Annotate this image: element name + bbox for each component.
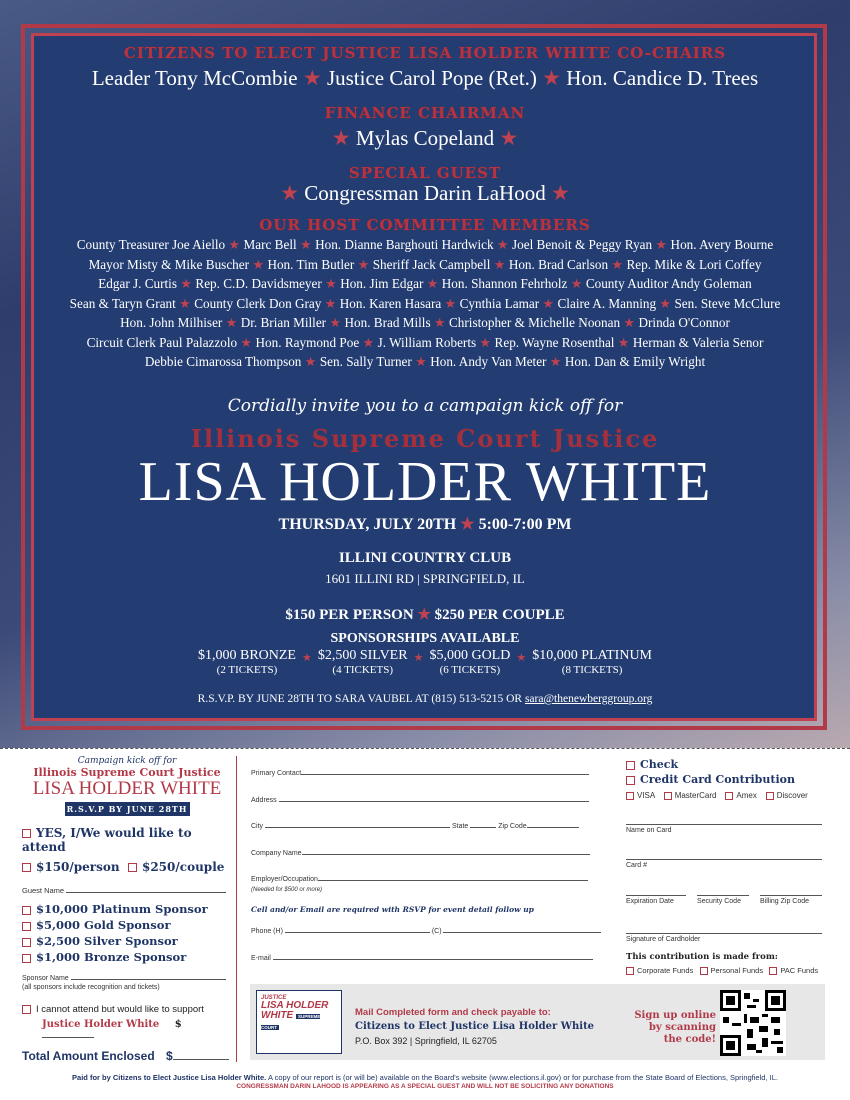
host-committee-list	[0, 235, 850, 372]
sponsor-name-field[interactable]: Sponsor Name	[22, 975, 232, 982]
sponsor-checkbox[interactable]	[22, 906, 31, 915]
host-row	[0, 255, 850, 275]
host-member: Hon. Andy Van Meter	[430, 354, 547, 369]
star-icon: ★	[490, 256, 509, 272]
host-member: County Treasurer Joe Aiello	[76, 237, 226, 252]
check-checkbox[interactable]	[626, 761, 635, 770]
host-member: Debbie Cimarossa Thompson	[144, 354, 302, 369]
check-option: Check	[626, 757, 795, 772]
star-icon: ★	[222, 315, 241, 330]
levels-row	[0, 648, 850, 676]
host-member: Sen. Sally Turner	[319, 354, 412, 369]
card-script: Campaign kick off for	[77, 756, 177, 766]
price-options: $150/person $250/couple	[22, 860, 232, 874]
visa-checkbox[interactable]	[626, 792, 634, 800]
person-checkbox[interactable]	[22, 863, 31, 872]
sponsor-option: $10,000 Platinum Sponsor	[22, 901, 232, 917]
star-icon: ★	[608, 256, 627, 272]
host-row	[0, 235, 850, 255]
star-icon: ★	[652, 237, 671, 252]
guest-name-field[interactable]: Guest Name	[22, 886, 232, 895]
host-member: Hon. Avery Bourne	[670, 237, 774, 252]
invite-script: Cordially invite you to a campaign kick off for	[227, 396, 623, 416]
support-amount[interactable]: Justice Holder White $	[42, 1019, 232, 1041]
personal-checkbox[interactable]	[700, 967, 708, 975]
star-icon: ★	[539, 295, 558, 311]
cannot-attend-option: I cannot attend but would like to support	[22, 1004, 232, 1015]
host-member: County Auditor Andy Goleman	[585, 276, 752, 291]
cochairs-names: Leader Tony McCombie ★ Justice Carol Pope (Ret.) ★ Hon. Candice D. Trees	[91, 66, 759, 90]
star-icon: ★	[656, 295, 675, 311]
cell-email-note: Cell and/or Email are required with RSVP for event detail follow up	[251, 905, 534, 914]
star-icon: ★	[354, 256, 373, 272]
payment-options	[626, 757, 795, 787]
qr-code-icon	[720, 990, 786, 1056]
sponsor-checkbox[interactable]	[22, 954, 31, 963]
host-member: Hon. Tim Butler	[267, 256, 355, 272]
star-icon: ★	[493, 237, 512, 252]
host-member: Sean & Taryn Grant	[69, 295, 176, 311]
host-row	[0, 313, 850, 333]
host-member: Hon. Dianne Barghouti Hardwick	[315, 237, 494, 252]
level: $2,500 SILVER (4 TICKETS)	[317, 648, 408, 676]
sponsor-option: $1,000 Bronze Sponsor	[22, 949, 232, 965]
card-name: LISA HOLDER WHITE	[32, 778, 222, 799]
host-member: Sheriff Jack Campbell	[372, 256, 491, 272]
star-icon: ★	[326, 315, 345, 330]
star-icon: ★	[296, 237, 316, 252]
expiration-field[interactable]: Expiration Date	[626, 888, 686, 905]
host-member: Hon. Dan & Emily Wright	[564, 354, 706, 369]
host-member: Rep. C.D. Davidsmeyer	[195, 276, 322, 291]
star-icon: ★	[175, 295, 195, 311]
cut-line	[0, 748, 850, 749]
star-icon: ★	[430, 315, 450, 330]
star-icon: ★	[411, 354, 431, 369]
host-member: Rep. Mike & Lori Coffey	[626, 256, 762, 272]
host-member: County Clerk Don Gray	[194, 295, 322, 311]
star-icon: ★	[359, 334, 378, 350]
host-member: Hon. Brad Mills	[344, 315, 431, 330]
star-icon: ★	[546, 354, 565, 369]
corporate-checkbox[interactable]	[626, 967, 634, 975]
host-member: Hon. Jim Edgar	[340, 276, 424, 291]
star-icon: ★	[176, 276, 196, 291]
cochairs-heading: CITIZENS TO ELECT JUSTICE LISA HOLDER WHITE CO-CHAIRS	[123, 44, 727, 62]
contribution-source-heading: This contribution is made from:	[626, 952, 778, 962]
host-member: Dr. Brian Miller	[240, 315, 327, 330]
star-icon: ★	[567, 276, 586, 291]
star-icon: ★	[237, 334, 256, 350]
host-member: Herman & Valeria Senor	[632, 334, 764, 350]
guest-name: ★ Congressman Darin LaHood ★	[280, 181, 570, 205]
host-member: Christopher & Michelle Noonan	[449, 315, 621, 330]
ticket-prices: $150 PER PERSON ★ $250 PER COUPLE	[285, 607, 565, 623]
sponsor-checkbox[interactable]	[22, 938, 31, 947]
host-member: Claire A. Manning	[557, 295, 657, 311]
phone-field[interactable]: Phone (H) (C)	[251, 928, 601, 935]
host-member: Hon. Brad Carlson	[508, 256, 609, 272]
level: $10,000 PLATINUM (8 TICKETS)	[532, 648, 652, 676]
mastercard-checkbox[interactable]	[664, 792, 672, 800]
star-icon: ★	[321, 276, 341, 291]
finance-name: ★ Mylas Copeland ★	[331, 126, 519, 150]
finance-heading: FINANCE CHAIRMAN	[324, 104, 526, 122]
host-member: Hon. Karen Hasara	[339, 295, 442, 311]
mail-address: P.O. Box 392 | Springfield, IL 62705	[355, 1036, 497, 1046]
sponsor-option: $2,500 Silver Sponsor	[22, 933, 232, 949]
mail-payee: Citizens to Elect Justice Lisa Holder White	[355, 1021, 595, 1032]
star-icon: ★	[423, 276, 442, 291]
total-amount[interactable]: Total Amount Enclosed $	[22, 1049, 232, 1063]
sponsor-note: (all sponsors include recognition and tickets)	[22, 984, 160, 991]
divider	[236, 756, 237, 1062]
sponsor-options	[22, 901, 232, 965]
reply-card	[22, 756, 232, 1063]
rsvp-email-link[interactable]: sara@thenewberggroup.org	[524, 693, 653, 705]
card-office: Illinois Supreme Court Justice	[33, 766, 221, 779]
company-field[interactable]: Company Name	[251, 850, 590, 857]
name-on-card-field[interactable]: Name on Card	[626, 817, 822, 834]
star-icon: ★	[301, 354, 320, 369]
venue-address: 1601 ILLINI RD | SPRINGFIELD, IL	[325, 571, 525, 586]
guest-heading: SPECIAL GUEST	[348, 164, 502, 182]
footer	[0, 1073, 850, 1090]
campaign-logo: JUSTICE LISA HOLDER WHITE SUPREME COURT	[256, 990, 342, 1054]
guest-disclaimer: CONGRESSMAN DARIN LAHOOD IS APPEARING AS A SPECIAL GUEST AND WILL NOT BE SOLICITING ANY DONATIONS	[236, 1083, 614, 1090]
host-member: Marc Bell	[243, 237, 297, 252]
host-member: Joel Benoit & Peggy Ryan	[511, 237, 653, 252]
star-icon: ★	[620, 315, 639, 330]
host-member: Mayor Misty & Mike Buscher	[88, 256, 250, 272]
pac-checkbox[interactable]	[769, 967, 777, 975]
candidate-name: LISA HOLDER WHITE	[138, 451, 712, 513]
attend-option: YES, I/We would like to attend	[22, 826, 192, 854]
host-member: J. William Roberts	[377, 334, 477, 350]
host-member: Hon. Shannon Fehrholz	[441, 276, 568, 291]
host-member: Sen. Steve McClure	[674, 295, 781, 311]
host-member: Drinda O'Connor	[638, 315, 730, 330]
star-icon: ★	[413, 651, 424, 664]
star-icon: ★	[476, 334, 495, 350]
billing-zip-field[interactable]: Billing Zip Code	[760, 888, 822, 905]
star-icon: ★	[301, 651, 312, 664]
host-row	[0, 294, 850, 314]
host-row	[0, 352, 850, 372]
disclosure: Paid for by Citizens to Elect Justice Lisa Holder White. A copy of our report is (or will be) available on the Board's website (www.elections.il.gov) or for purchase from the State Board of Elections, Springfield, IL.	[72, 1073, 778, 1082]
host-heading: OUR HOST COMMITTEE MEMBERS	[259, 216, 591, 234]
host-row	[0, 274, 850, 294]
mail-heading: Mail Completed form and check payable to:	[355, 1007, 551, 1018]
host-member: Rep. Wayne Rosenthal	[494, 334, 615, 350]
host-member: Cynthia Lamar	[459, 295, 540, 311]
host-member: Hon. John Milhiser	[120, 315, 223, 330]
credit-checkbox[interactable]	[626, 776, 635, 785]
employer-field[interactable]: Employer/Occupation	[251, 876, 588, 883]
signup-text: Sign up online by scanning the code!	[634, 1010, 716, 1045]
discover-checkbox[interactable]	[766, 792, 774, 800]
contribution-source-options: Corporate Funds Personal Funds PAC Funds	[626, 966, 818, 975]
address-field[interactable]: Address	[251, 797, 589, 804]
credit-option: Credit Card Contribution	[626, 772, 795, 787]
office-title: Illinois Supreme Court Justice	[190, 424, 660, 453]
city-field[interactable]: City State Zip Code	[251, 823, 579, 830]
host-member: Edgar J. Curtis	[98, 276, 177, 291]
email-field[interactable]: E-mail	[251, 955, 593, 962]
attend-checkbox[interactable]	[22, 829, 31, 838]
couple-checkbox[interactable]	[128, 863, 137, 872]
card-number-field[interactable]: Card #	[626, 852, 822, 869]
rsvp-line: R.S.V.P. BY JUNE 28TH TO SARA VAUBEL AT (815) 513-5215 OR sara@thenewberggroup.org	[197, 693, 653, 705]
venue: ILLINI COUNTRY CLUB	[338, 550, 512, 566]
host-row	[0, 333, 850, 353]
signature-field[interactable]: Signature of Cardholder	[626, 928, 822, 943]
qr-code[interactable]	[720, 990, 786, 1056]
security-code-field[interactable]: Security Code	[697, 888, 749, 905]
card-types: VISA MasterCard Amex Discover	[626, 791, 808, 800]
primary-contact-field[interactable]: Primary Contact	[251, 770, 589, 777]
host-member: Circuit Clerk Paul Palazzolo	[86, 334, 238, 350]
cannot-attend-checkbox[interactable]	[22, 1005, 31, 1014]
event-date-time: THURSDAY, JULY 20TH ★ 5:00-7:00 PM	[278, 516, 572, 533]
host-member: Hon. Raymond Poe	[255, 334, 360, 350]
star-icon: ★	[249, 256, 268, 272]
employer-note: (Needed for $500 or more)	[251, 887, 323, 893]
level: $5,000 GOLD (6 TICKETS)	[429, 648, 511, 676]
sponsorships-heading: SPONSORSHIPS AVAILABLE	[330, 631, 520, 646]
star-icon: ★	[516, 651, 527, 664]
star-icon: ★	[225, 237, 244, 252]
star-icon: ★	[321, 295, 340, 311]
sponsorship-levels	[0, 648, 850, 676]
star-icon: ★	[441, 295, 460, 311]
level: $1,000 BRONZE (2 TICKETS)	[197, 648, 296, 676]
sponsor-checkbox[interactable]	[22, 922, 31, 931]
sponsor-option: $5,000 Gold Sponsor	[22, 917, 232, 933]
amex-checkbox[interactable]	[725, 792, 733, 800]
card-rsvp-banner: R.S.V.P BY JUNE 28TH	[65, 802, 190, 816]
star-icon: ★	[614, 334, 633, 350]
